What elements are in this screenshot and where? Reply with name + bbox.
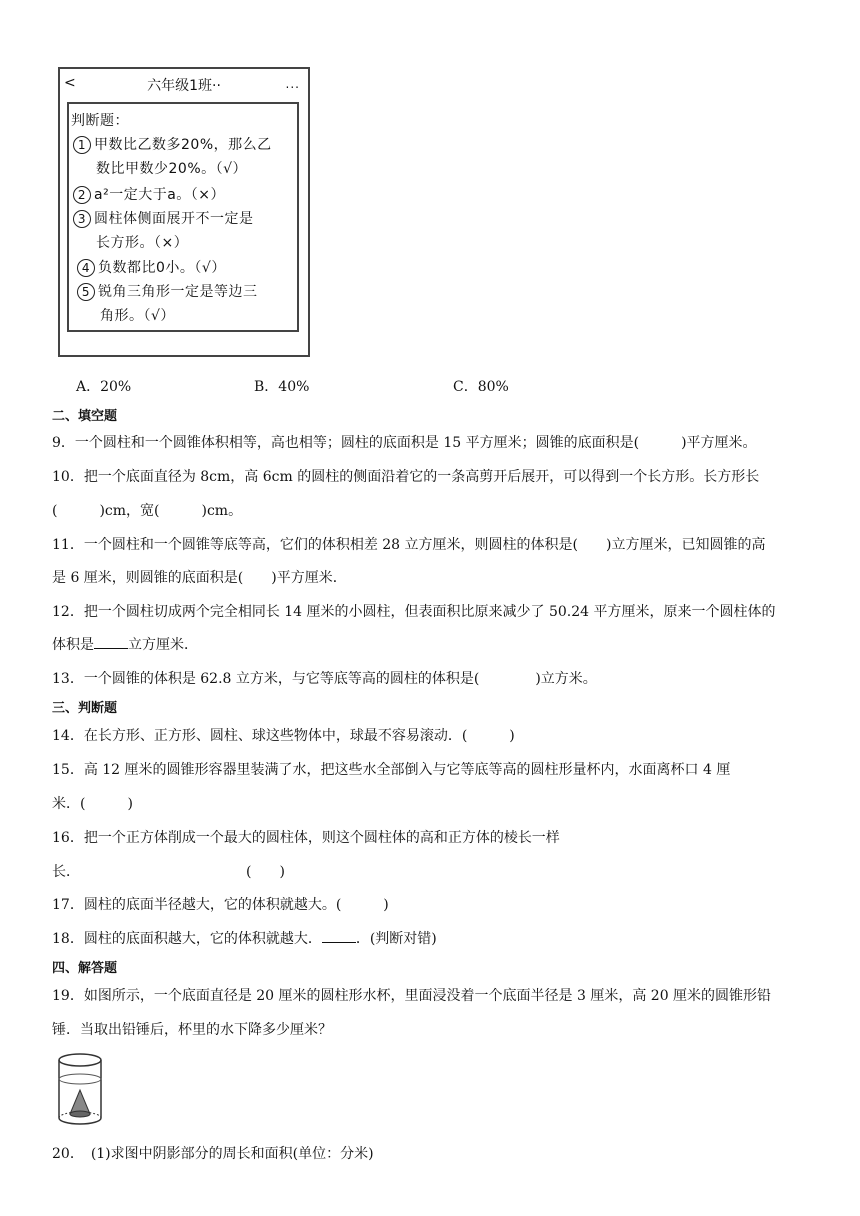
choice-b: B．40% xyxy=(254,379,310,395)
question-17: 17．圆柱的底面半径越大，它的体积就越大。( ) xyxy=(52,897,389,913)
circled-1-icon: 1 xyxy=(73,136,91,154)
answer-blank xyxy=(322,930,356,943)
question-16-line-1: 16．把一个正方体削成一个最大的圆柱体，则这个圆柱体的高和正方体的棱长一样 xyxy=(52,830,560,846)
question-16-bracket: ( ) xyxy=(246,864,285,880)
question-15-line-1: 15．高 12 厘米的圆锥形容器里装满了水，把这些水全部倒入与它等底等高的圆柱形量杯内，水面离杯口 4 厘 xyxy=(52,762,731,778)
message-box xyxy=(67,102,299,332)
item-2-line-1: 2 a²一定大于a。（×） xyxy=(73,184,225,204)
item-5-line-1: 5 锐角三角形一定是等边三 xyxy=(77,281,258,301)
section-answer-heading: 四、解答题 xyxy=(52,961,118,976)
question-19-line-1: 19．如图所示，一个底面直径是 20 厘米的圆柱形水杯，里面浸没着一个底面半径是 3 厘米，高 20 厘米的圆锥形铅 xyxy=(52,988,772,1004)
question-18: 18．圆柱的底面积越大，它的体积就越大． ．(判断对错) xyxy=(52,931,437,947)
section-fill-heading: 二、填空题 xyxy=(52,409,118,424)
question-16-line-2: 长． xyxy=(52,864,80,880)
question-14: 14．在长方形、正方形、圆柱、球这些物体中，球最不容易滚动．( ) xyxy=(52,728,515,744)
choice-a: A．20% xyxy=(76,379,132,395)
section-judge-heading: 三、判断题 xyxy=(52,701,118,716)
question-19-line-2: 锤．当取出铅锤后，杯里的水下降多少厘米？ xyxy=(52,1022,332,1038)
question-10-line-2: ( )cm，宽( )cm。 xyxy=(52,503,243,519)
question-15-line-2: 米．( ) xyxy=(52,796,133,812)
phone-screenshot xyxy=(58,67,310,357)
item-3-line-2: 长方形。（×） xyxy=(96,235,189,251)
chat-title: 六年级1班·· xyxy=(147,78,221,94)
item-1-line-2: 数比甲数少20%。（√） xyxy=(96,161,248,177)
item-3-line-1: 3 圆柱体侧面展开不一定是 xyxy=(73,208,254,228)
question-12-line-2: 体积是 立方厘米． xyxy=(52,637,198,653)
question-11-line-1: 11．一个圆柱和一个圆锥等底等高，它们的体积相差 28 立方厘米，则圆柱的体积是( )立方厘米，已知圆锥的高 xyxy=(52,537,766,553)
question-10-line-1: 10．把一个底面直径为 8cm，高 6cm 的圆柱的侧面沿着它的一条高剪开后展开，可以得到一个长方形。长方形长 xyxy=(52,469,760,485)
cylinder-with-cone-figure xyxy=(54,1052,106,1128)
item-4-line-1: 4 负数都比0小。（√） xyxy=(77,257,226,277)
item-5-line-2: 角形。（√） xyxy=(100,308,175,324)
circled-5-icon: 5 xyxy=(77,283,95,301)
choice-c: C．80% xyxy=(453,379,509,395)
circled-3-icon: 3 xyxy=(73,210,91,228)
question-20: 20． (1)求图中阴影部分的周长和面积(单位：分米) xyxy=(52,1146,374,1162)
more-icon: ... xyxy=(285,77,300,91)
circled-4-icon: 4 xyxy=(77,259,95,277)
question-11-line-2: 是 6 厘米，则圆锥的底面积是( )平方厘米． xyxy=(52,570,347,586)
answer-blank xyxy=(94,636,128,649)
phone-heading: 判断题： xyxy=(71,113,129,129)
back-arrow-icon: < xyxy=(64,75,76,91)
question-13: 13．一个圆锥的体积是 62.8 立方米，与它等底等高的圆柱的体积是( )立方米。 xyxy=(52,671,597,687)
circled-2-icon: 2 xyxy=(73,186,91,204)
item-1-line-1: 1 甲数比乙数多20%，那么乙 xyxy=(73,134,272,154)
question-9: 9．一个圆柱和一个圆锥体积相等，高也相等；圆柱的底面积是 15 平方厘米；圆锥的底面积是( )平方厘米。 xyxy=(52,435,757,451)
question-12-line-1: 12．把一个圆柱切成两个完全相同长 14 厘米的小圆柱，但表面积比原来减少了 50.24 平方厘米，原来一个圆柱体的 xyxy=(52,604,776,620)
